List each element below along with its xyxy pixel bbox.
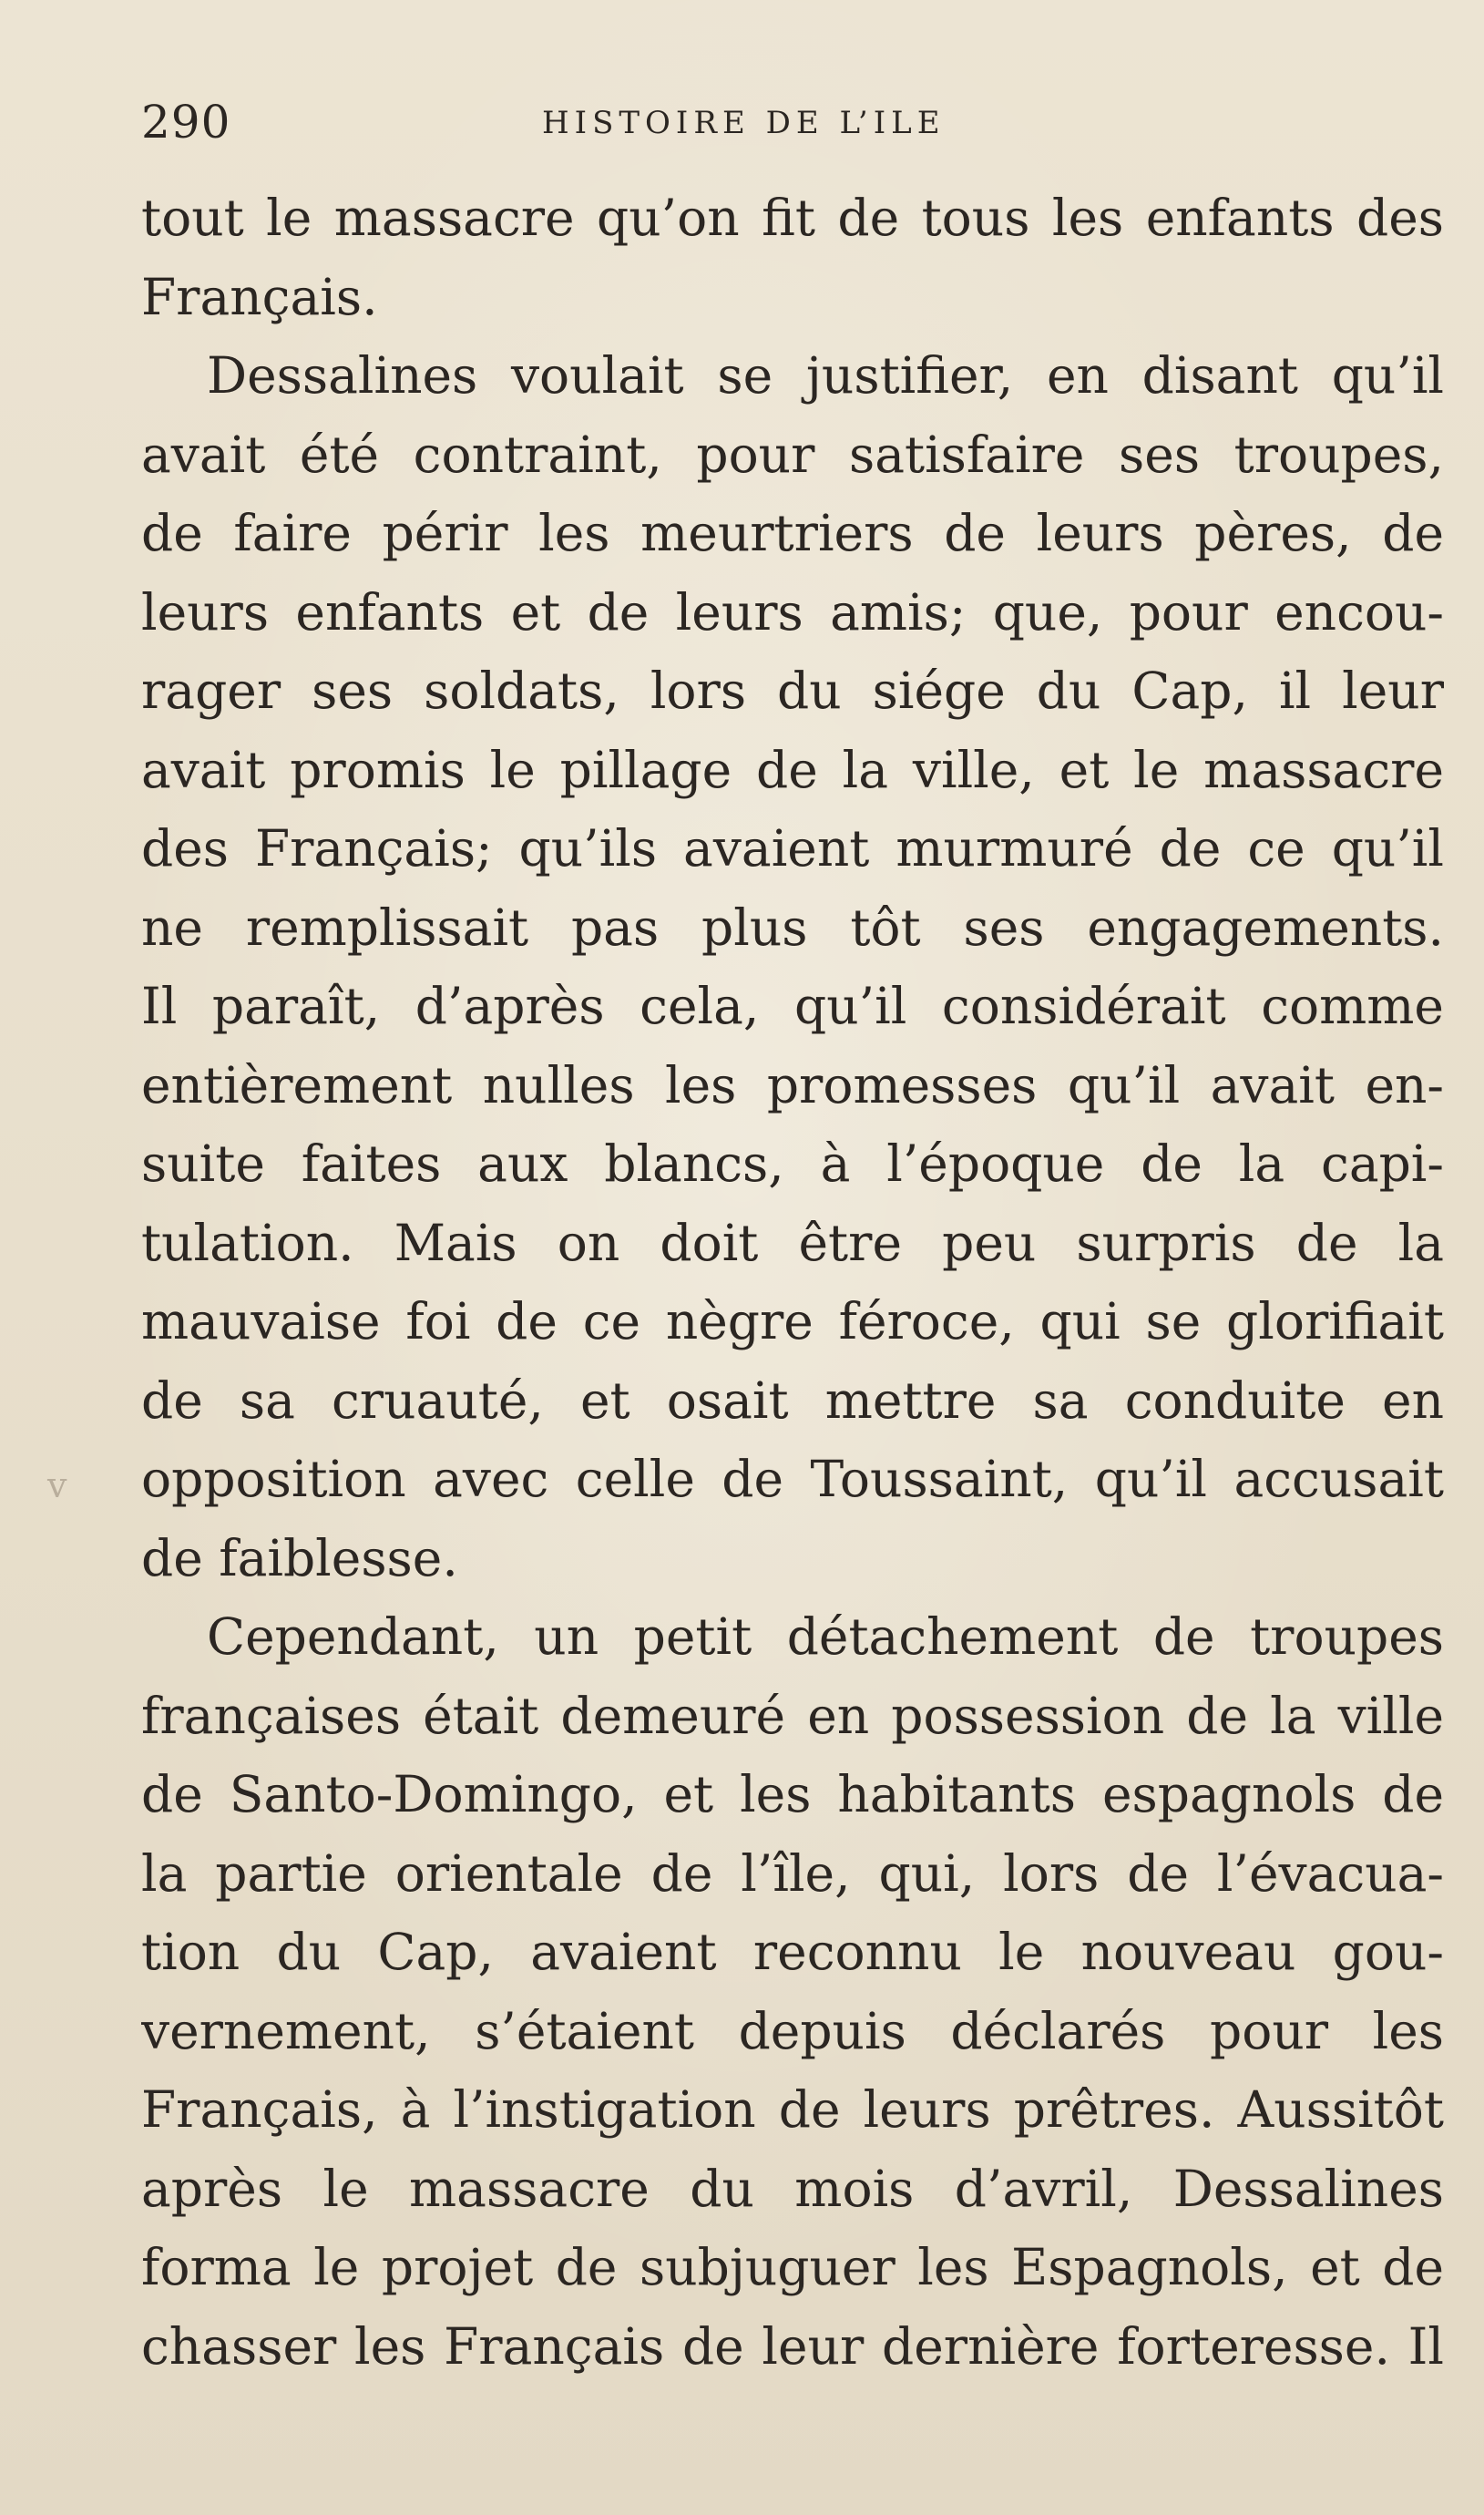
text-line: après le massacre du mois d’avril, Dessalines bbox=[141, 2159, 1444, 2218]
text-line: des Français; qu’ils avaient murmuré de ce qu’il bbox=[141, 819, 1444, 878]
body-text bbox=[141, 179, 1444, 2386]
text-line: forma le projet de subjuguer les Espagnols, et de bbox=[141, 2238, 1444, 2296]
text-line: leurs enfants et de leurs amis; que, pour encou- bbox=[141, 582, 1444, 642]
running-title: HISTOIRE DE L’ILE bbox=[542, 105, 946, 141]
text-line: la partie orientale de l’île, qui, lors de l’évacua- bbox=[141, 1843, 1444, 1903]
text-line: Français, à l’instigation de leurs prêtres. Aussitôt bbox=[141, 2080, 1444, 2139]
text-line: suite faites aux blancs, à l’époque de la capi- bbox=[141, 1134, 1444, 1193]
text-line: chasser les Français de leur dernière forteresse. Il bbox=[141, 2316, 1444, 2376]
text-line: mauvaise foi de ce nègre féroce, qui se glorifiait bbox=[141, 1292, 1444, 1350]
text-line: Cependant, un petit détachement de troupes bbox=[207, 1607, 1444, 1666]
text-line: tion du Cap, avaient reconnu le nouveau gou- bbox=[141, 1923, 1444, 1981]
text-line: de Santo-Domingo, et les habitants espagnols de bbox=[141, 1765, 1444, 1823]
page-number: 290 bbox=[141, 96, 231, 149]
text-line: avait été contraint, pour satisfaire ses troupes, bbox=[141, 425, 1444, 484]
text-line: opposition avec celle de Toussaint, qu’il accusait bbox=[141, 1450, 1444, 1508]
text-line: ne remplissait pas plus tôt ses engagements. bbox=[141, 898, 1444, 957]
text-line: Dessalines voulait se justifier, en disant qu’il bbox=[207, 346, 1444, 405]
text-line: entièrement nulles les promesses qu’il avait en- bbox=[141, 1055, 1444, 1114]
text-line: de faiblesse. bbox=[141, 1528, 458, 1587]
text-line: tulation. Mais on doit être peu surpris de la bbox=[141, 1213, 1444, 1272]
running-head bbox=[141, 96, 1444, 159]
text-line: françaises était demeuré en possession de la ville bbox=[141, 1686, 1444, 1745]
text-line: vernement, s’étaient depuis déclarés pour les bbox=[141, 2001, 1444, 2060]
text-line: rager ses soldats, lors du siége du Cap, il leur bbox=[141, 662, 1444, 720]
text-line: de sa cruauté, et osait mettre sa conduite en bbox=[141, 1370, 1444, 1430]
margin-mark: v bbox=[47, 1465, 67, 1505]
text-line: Français. bbox=[141, 267, 378, 326]
text-line: Il paraît, d’après cela, qu’il considérait comme bbox=[141, 977, 1444, 1035]
text-line: de faire périr les meurtriers de leurs pères, de bbox=[141, 504, 1444, 562]
text-line: avait promis le pillage de la ville, et le massacre bbox=[141, 740, 1444, 799]
text-line: tout le massacre qu’on fit de tous les enfants des bbox=[141, 189, 1444, 247]
